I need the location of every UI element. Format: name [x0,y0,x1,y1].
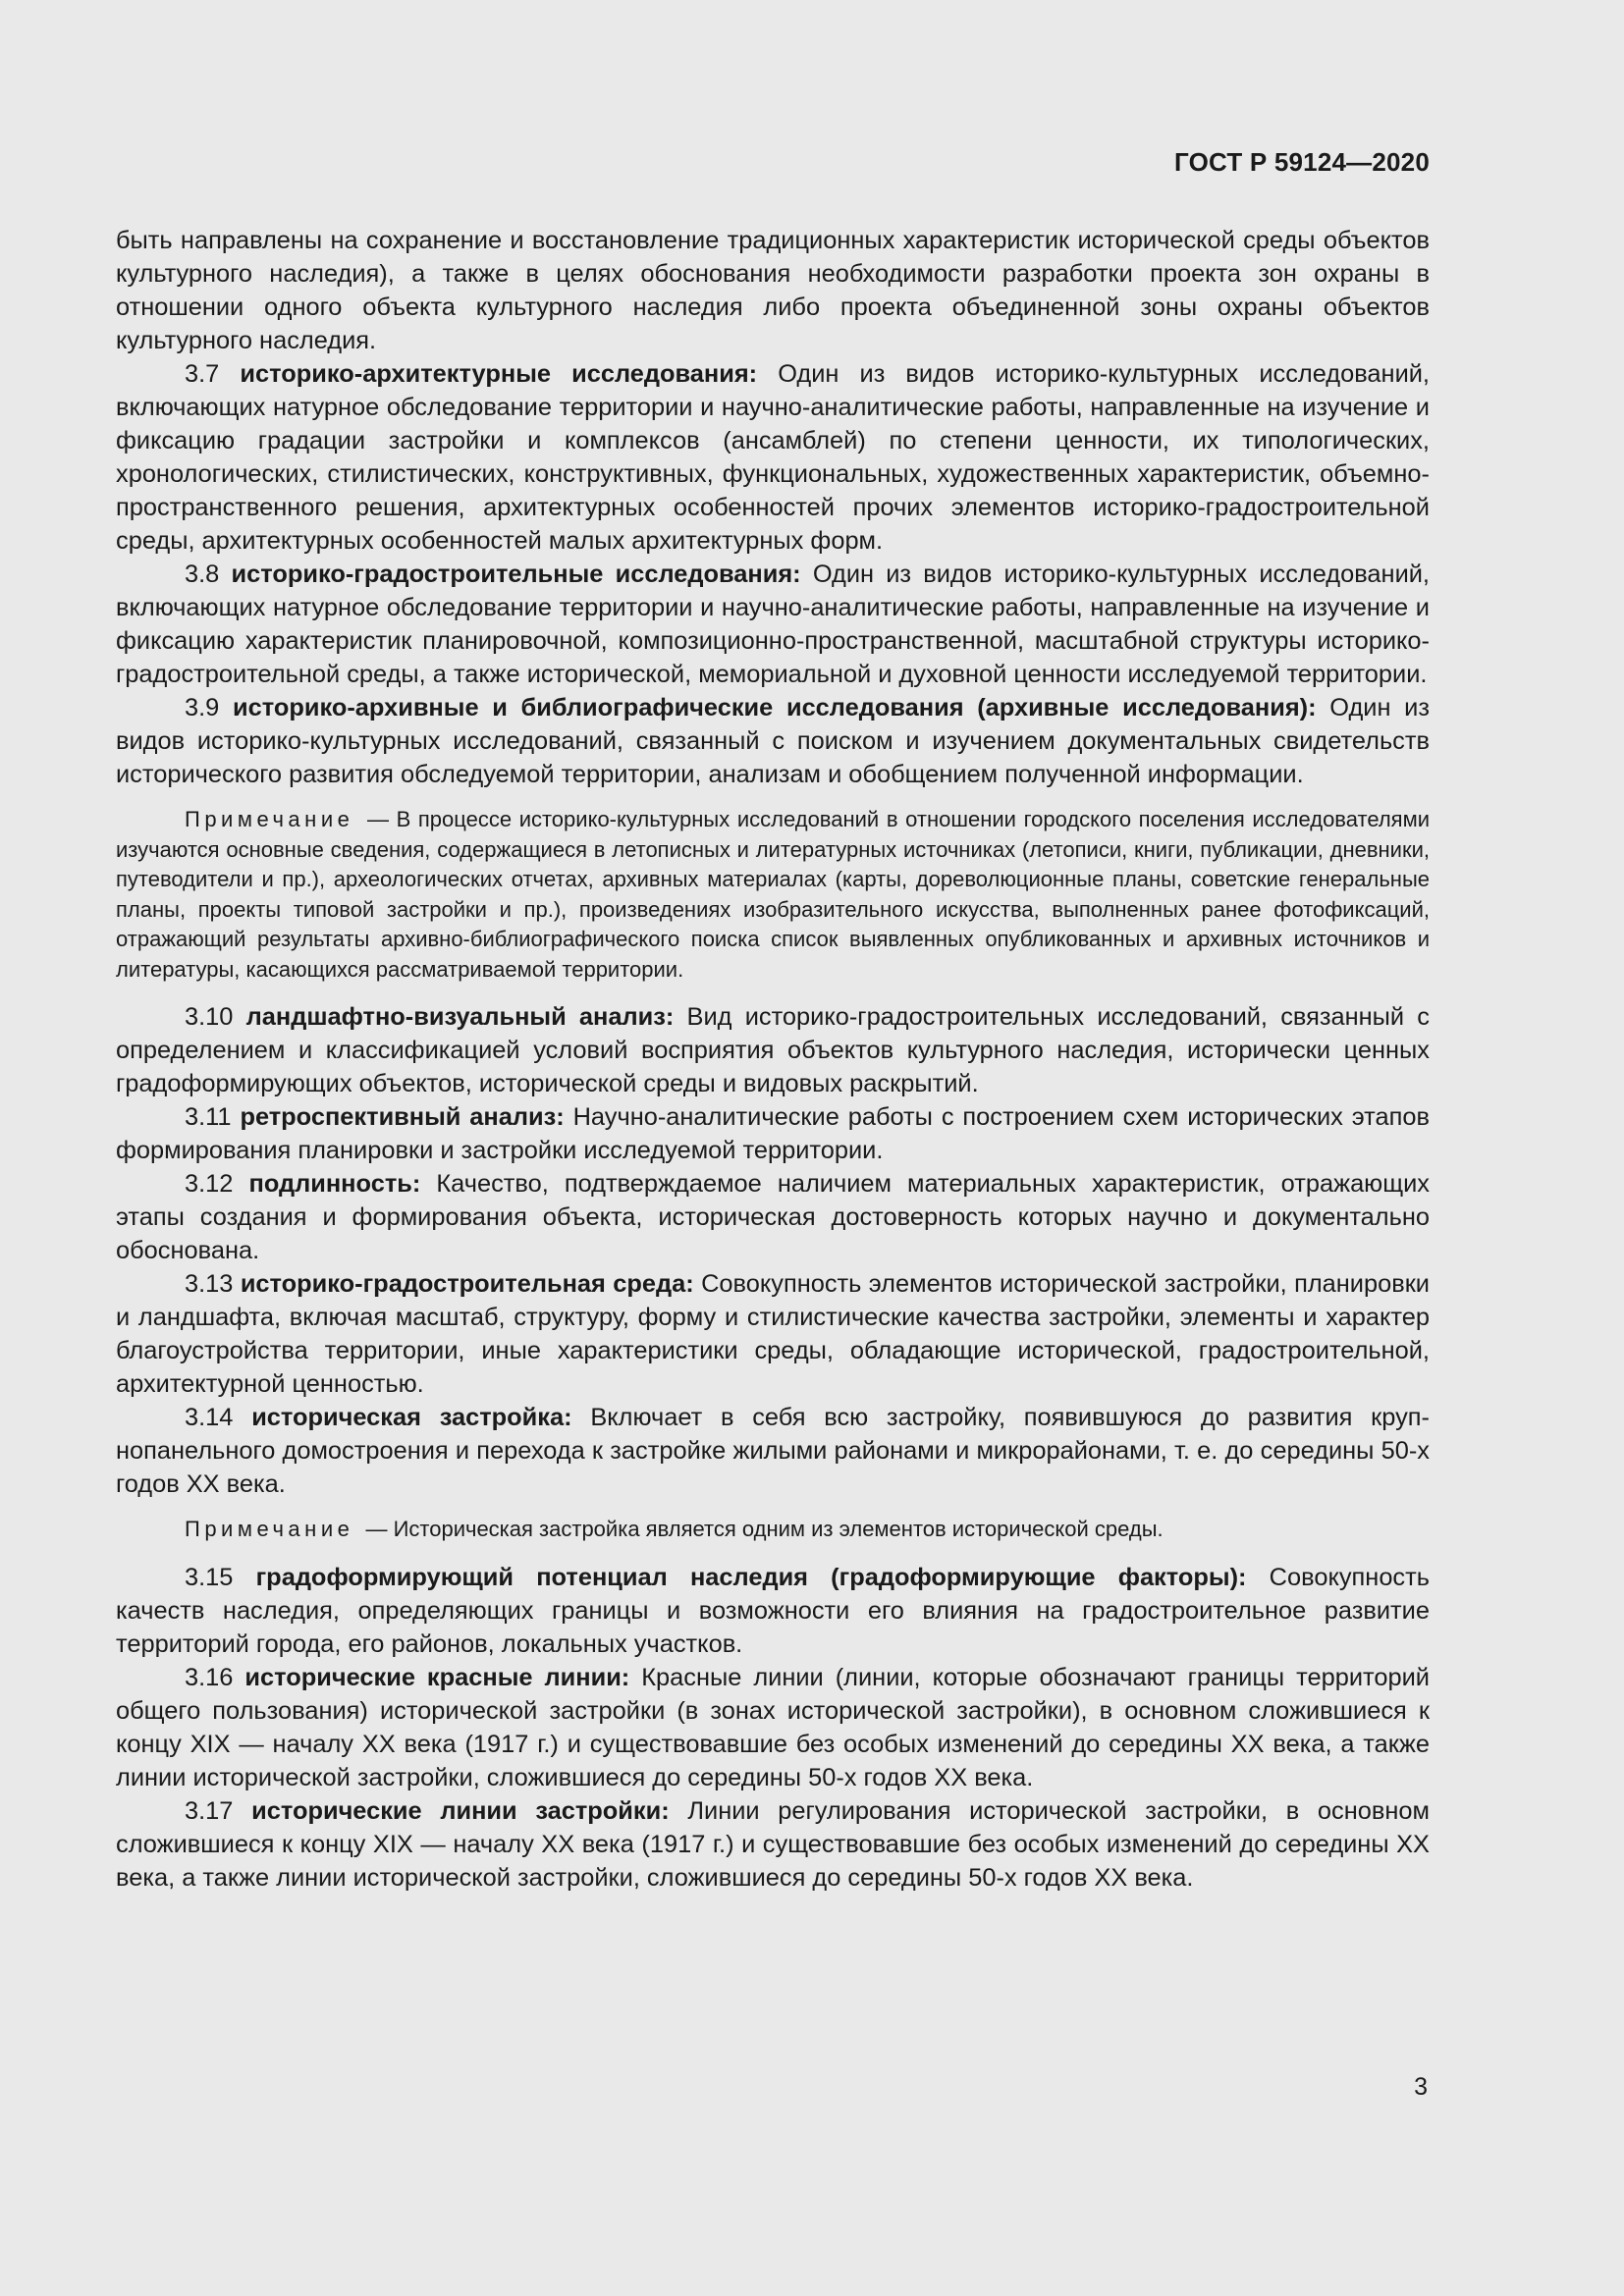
definition-text: Один из видов историко-культурных исследований, включающих натурное обследование территории и научно-аналитические работы, направленные на изучение и фиксацию характеристик планировочной, композиционно-пространственной, масштабной структуры историко-градостроительной среды, а также исторической, мемориальной и духовной ценности исследуемой территории. [116,561,1430,688]
note-text: — Историческая застройка является одним из элементов исторической среды. [365,1517,1164,1541]
term: историко-градостроительные исследования: [231,561,801,588]
definition-text: Линии регулирования исторической застройки, в основном сложившиеся к концу XIX — началу XX века (1917 г.) и существовавшие без особых изменений до середины XX века, а также линии исторической застройки, сложившиеся до середины 50-х годов XX века. [116,1796,1430,1892]
term: историческая застройка: [251,1404,572,1431]
term: историко-архивные и библиографические исследования (архивные исследования): [233,694,1317,721]
definition-3-12 [116,1167,1430,1267]
definition-3-8 [116,558,1430,691]
term: исторические красные линии: [244,1663,630,1691]
term: историко-архитектурные исследования: [240,360,758,388]
definition-text: Научно-аналитические работы с построением схем исторических этапов формирования планировки и застройки исследуемой территории. [116,1103,1430,1164]
definition-3-13 [116,1267,1430,1401]
definition-text: Один из видов историко-культурных исследований, включающих натурное обследование территории и научно-аналитические работы, направленные на изучение и фиксацию градации застройки и комплексов (ансамблей) по степени ценности, их типологических, хронологических, стилистических, конструктивных, функциональных, художественных характеристик, объемно-пространственного решения, архитектурных особенностей прочих элементов историко-градостроительной среды, архитектурных особенностей малых архитектурных форм. [116,360,1430,555]
definition-3-7 [116,357,1430,558]
page-number: 3 [1414,2073,1428,2101]
definition-3-10 [116,1000,1430,1100]
definition-text: Вид историко-градостроительных исследований, связанный с определением и классификацией условий восприятия объектов культурного наследия, исторически ценных градоформирующих объектов, исторической среды и видовых раскрытий. [116,1003,1430,1097]
definition-3-15 [116,1561,1430,1661]
term: ландшафтно-визуальный анализ: [245,1003,675,1031]
note-label: Примечание [185,807,354,831]
clause-number: 3.8 [185,561,220,588]
clause-number: 3.9 [185,694,220,721]
intro-paragraph: быть направлены на сохранение и восстановление традиционных характеристик исторической среды объектов культурного наследия), а также в целях обоснования необходимости разработки проекта зон охраны в отношении одного объекта культурного наследия либо проекта объединенной зоны охраны объектов культурного наследия. [116,227,1430,354]
note-3-9 [116,805,1430,985]
note-label: Примечание [185,1517,354,1541]
term: историко-градостроительная среда: [240,1270,694,1298]
definition-text: Красные линии (линии, которые обозначают границы территорий общего пользования) исторической застройки (в зонах исторической застройки), в основном сложившиеся к концу XIX — началу XX века (1917 г.) и существовавшие без особых изменений до середины XX века, а также линии исторической застройки, сложившиеся до середины 50-х годов XX века. [116,1663,1430,1791]
term: градоформирующий потенциал наследия (градоформирующие факторы): [255,1563,1247,1591]
note-text: — В процессе историко-культурных исследований в отношении городского поселения исследователями изучаются основные сведения, содержащиеся в летописных и литературных источниках (летописи, книги, публикации, дневники, путеводители и пр.), археологических отчетах, архивных материалах (карты, дореволюционные планы, советские генеральные планы, проекты типовой застройки и пр.), произведениях изобразительного искусства, выполненных ранее фотофиксаций, отражающий результаты архивно-библиографического поиска список выявленных опубликованных и архивных источников и литературы, касающихся рассматриваемой территории. [116,807,1430,982]
term: ретроспективный анализ: [240,1103,565,1131]
clause-number: 3.7 [185,360,220,388]
clause-number: 3.12 [185,1170,234,1198]
note-3-14 [116,1515,1430,1545]
definition-text: Один из видов историко-культурных исследований, связанный с поиском и изучением документальных свидетельств исторического развития обследуемой территории, анализам и обобщением полученной информации. [116,694,1431,788]
definition-3-14 [116,1401,1430,1501]
definition-3-11 [116,1100,1430,1167]
clause-number: 3.15 [185,1563,234,1591]
clause-number: 3.11 [185,1103,232,1131]
clause-number: 3.14 [185,1404,234,1431]
standard-designation: ГОСТ Р 59124—2020 [1174,147,1430,177]
definition-text: Включает в себя всю застройку, появившуюся до развития крупнопанельного домостроения и перехода к застройке жилыми районами и микрорайонами, т. е. до середины 50-х годов XX века. [116,1404,1431,1498]
definition-text: Качество, подтверждаемое наличием материальных характеристик, отражающих этапы создания и формирования объекта, историческая достоверность которых научно и документально обоснована. [116,1170,1430,1264]
term: подлинность: [248,1170,421,1198]
clause-number: 3.16 [185,1663,234,1691]
clause-number: 3.10 [185,1003,234,1031]
definition-3-17 [116,1794,1430,1895]
definition-3-16 [116,1661,1430,1794]
definition-text: Совокупность элементов исторической застройки, планировки и ландшафта, включая масштаб, структуру, форму и стилистические качества застройки, элементы и характер благоустройства территории, иные характеристики среды, обладающие исторической, градостроительной, архитектурной ценностью. [116,1270,1430,1398]
definition-text: Совокупность качеств наследия, определяющих границы и возможности его влияния на градостроительное развитие территорий города, его районов, локальных участков. [116,1563,1430,1658]
clause-number: 3.17 [185,1796,234,1825]
document-body [116,224,1430,1895]
term: исторические линии застройки: [251,1796,670,1825]
definition-3-9 [116,691,1430,791]
clause-number: 3.13 [185,1270,234,1298]
